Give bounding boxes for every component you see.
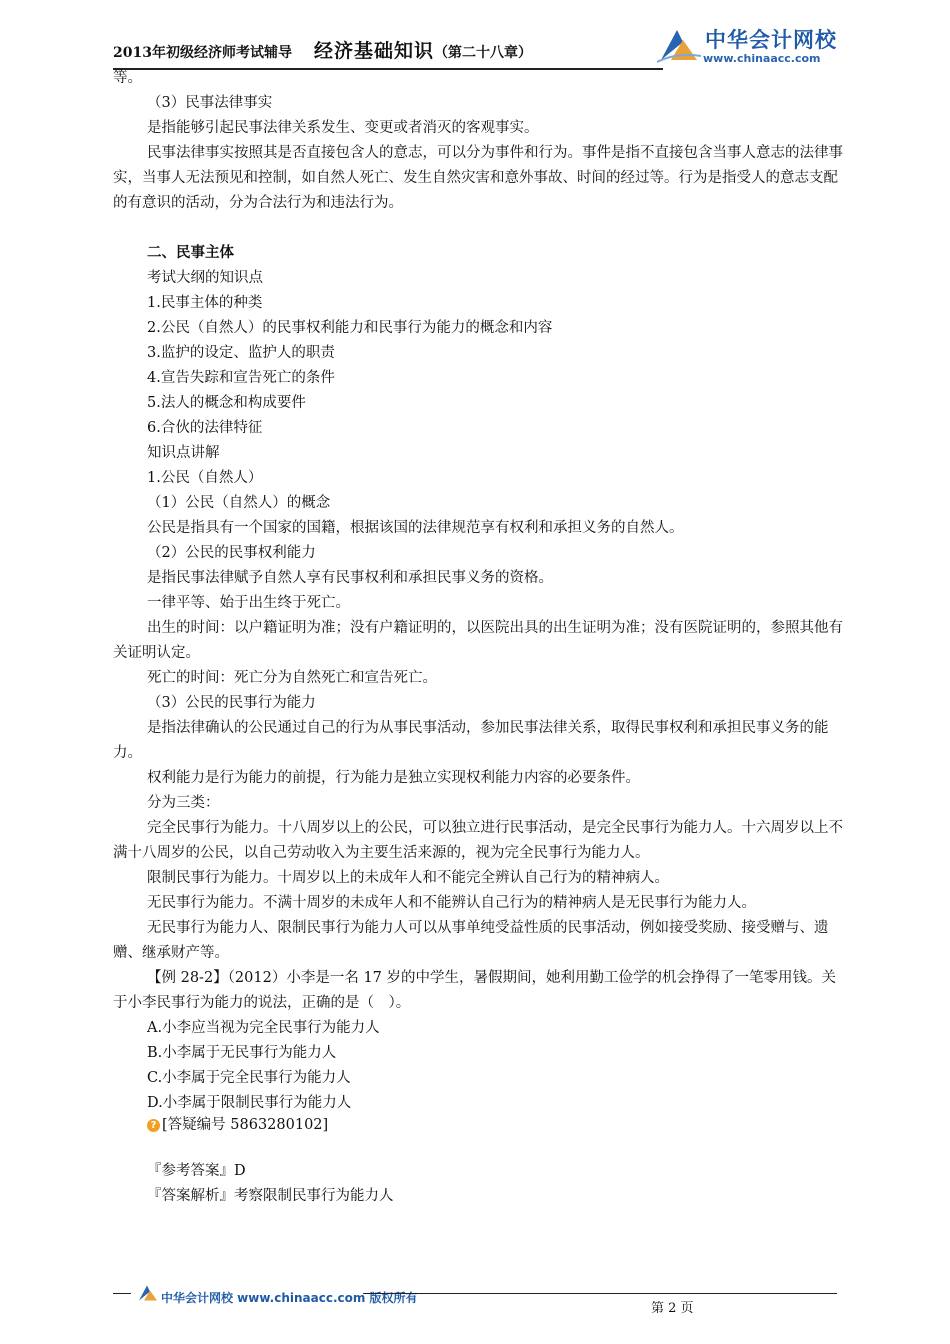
outline-item: 1.民事主体的种类	[147, 295, 263, 311]
logo-brand-name: 中华会计网校	[705, 28, 837, 52]
paragraph: 无民事行为能力。不满十周岁的未成年人和不能辨认自己行为的精神病人是无民事行为能力人。	[147, 895, 756, 911]
paragraph: 是指民事法律赋予自然人享有民事权利和承担民事义务的资格。	[147, 570, 553, 586]
subheading: （3）公民的民事行为能力	[147, 695, 316, 711]
answer-option: B.小李属于无民事行为能力人	[147, 1045, 337, 1061]
page-header	[113, 22, 837, 72]
outline-item: 2.公民（自然人）的民事权利能力和民事行为能力的概念和内容	[147, 320, 553, 336]
outline-item: 4.宣告失踪和宣告死亡的条件	[147, 370, 335, 386]
outline-title: 考试大纲的知识点	[147, 270, 263, 286]
subheading: （2）公民的民事权利能力	[147, 545, 316, 561]
answer-option: A.小李应当视为完全民事行为能力人	[147, 1020, 380, 1036]
footer-logo-icon	[137, 1283, 159, 1303]
outline-item: 6.合伙的法律特征	[147, 420, 263, 436]
outline-item: 3.监护的设定、监护人的职责	[147, 345, 335, 361]
chapter-label: （第二十八章）	[433, 45, 532, 61]
reference-answer: 『参考答案』D	[147, 1163, 246, 1179]
paragraph: 一律平等、始于出生终于死亡。	[147, 595, 350, 611]
brand-logo	[657, 22, 837, 68]
document-body	[113, 66, 843, 1209]
paragraph: 完全民事行为能力。十八周岁以上的公民，可以独立进行民事活动，是完全民事行为能力人。十六周岁以上不满十八周岁的公民，以自己劳动收入为主要生活来源的，视为完全民事行为能力人。	[113, 820, 843, 861]
subject-title: 经济基础知识	[313, 40, 434, 62]
subheading: （1）公民（自然人）的概念	[147, 495, 331, 511]
header-title	[113, 36, 532, 63]
paragraph: 权利能力是行为能力的前提，行为能力是独立实现权利能力内容的必要条件。	[147, 770, 640, 786]
question-mark-icon[interactable]: ?	[147, 1119, 160, 1132]
paragraph: 无民事行为能力人、限制民事行为能力人可以从事单纯受益性质的民事活动，例如接受奖励、接受赠与、遗赠、继承财产等。	[113, 920, 829, 961]
outline-item: 5.法人的概念和构成要件	[147, 395, 306, 411]
section-heading: 二、民事主体	[147, 245, 234, 261]
example-question: 【例 28-2】（2012）小李是一名 17 岁的中学生，暑假期间，她利用勤工俭学的机会挣得了一笔零用钱。关于小李民事行为能力的说法，正确的是（ ）。	[113, 970, 837, 1011]
question-id[interactable]: [答疑编号 5863280102]	[162, 1117, 329, 1133]
question-id-row[interactable]	[113, 1116, 843, 1134]
answer-option: D.小李属于限制民事行为能力人	[147, 1095, 352, 1111]
paragraph: 是指能够引起民事法律关系发生、变更或者消灭的客观事实。	[147, 120, 539, 136]
answer-option: C.小李属于完全民事行为能力人	[147, 1070, 351, 1086]
footer-rule	[363, 1293, 837, 1294]
paragraph: 限制民事行为能力。十周岁以上的未成年人和不能完全辨认自己行为的精神病人。	[147, 870, 669, 886]
paragraph: 分为三类：	[147, 795, 220, 811]
subheading: 1.公民（自然人）	[147, 470, 263, 486]
logo-icon	[657, 26, 701, 64]
footer-copyright: 中华会计网校 www.chinaacc.com 版权所有	[161, 1291, 418, 1305]
page-number: 第 2 页	[651, 1301, 694, 1316]
page-footer	[113, 1283, 837, 1323]
subheading: （3）民事法律事实	[147, 95, 273, 111]
paragraph: 公民是指具有一个国家的国籍，根据该国的法律规范享有权利和承担义务的自然人。	[147, 520, 684, 536]
exam-title: 2013年初级经济师考试辅导	[113, 45, 292, 61]
footer-dash	[113, 1293, 131, 1294]
paragraph: 民事法律事实按照其是否直接包含人的意志，可以分为事件和行为。事件是指不直接包含当事人意志的法律事实，当事人无法预见和控制，如自然人死亡、发生自然灾害和意外事故、时间的经过等。行为是指受人的意志支配的有意识的活动，分为合法行为和违法行为。	[113, 145, 843, 211]
explain-title: 知识点讲解	[147, 445, 220, 461]
paragraph: 是指法律确认的公民通过自己的行为从事民事活动，参加民事法律关系，取得民事权利和承担民事义务的能力。	[113, 720, 829, 761]
logo-url: www.chinaacc.com	[703, 52, 821, 65]
answer-analysis: 『答案解析』考察限制民事行为能力人	[147, 1188, 394, 1204]
paragraph: 死亡的时间：死亡分为自然死亡和宣告死亡。	[147, 670, 437, 686]
paragraph: 出生的时间：以户籍证明为准；没有户籍证明的，以医院出具的出生证明为准；没有医院证明的，参照其他有关证明认定。	[113, 620, 843, 661]
paragraph: 等。	[113, 70, 142, 86]
